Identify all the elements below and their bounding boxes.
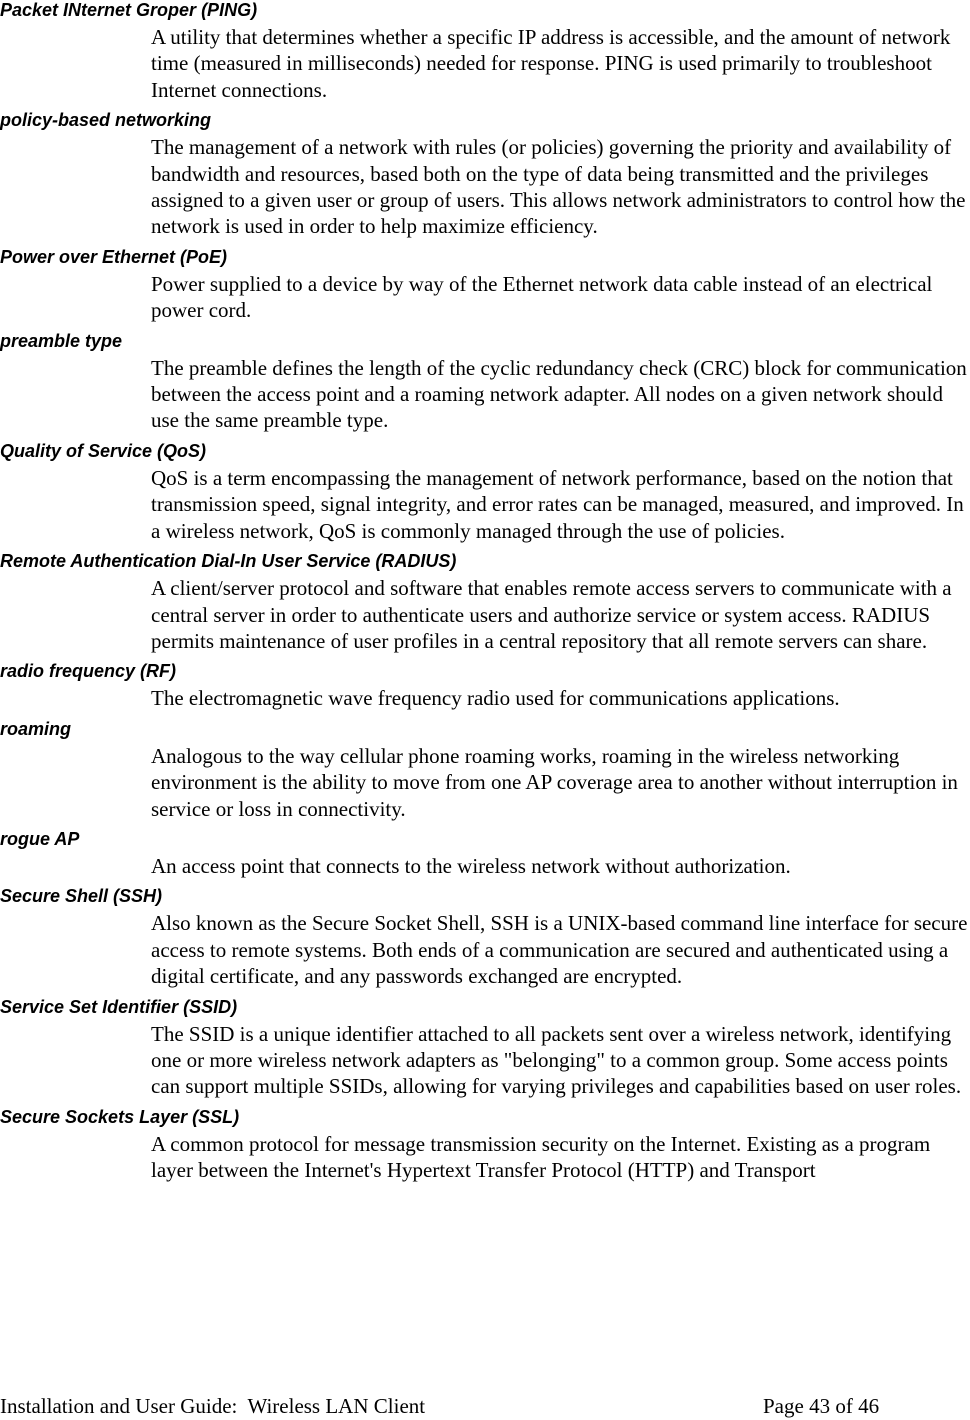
footer-guide-title: Installation and User Guide: Wireless LAN Client — [0, 1394, 426, 1418]
glossary-term: radio frequency (RF) — [0, 661, 177, 682]
glossary-definition: QoS is a term encompassing the management of network performance, based on the notion that transmission speed, signal integrity, and error rates can be managed, measured, and improved. In a wireless network, QoS is commonly managed through the use of policies. — [151, 465, 964, 543]
glossary-definition: A utility that determines whether a specific IP address is accessible, and the amount of network time (measured in milliseconds) needed for response. PING is used primarily to troubleshoot Internet connections. — [151, 25, 951, 102]
glossary-entry-ssh — [0, 886, 970, 996]
glossary-term: policy-based networking — [0, 110, 212, 131]
glossary-entry-preamble-type — [0, 331, 970, 441]
glossary-term: preamble type — [0, 330, 123, 351]
glossary-definition: The SSID is a unique identifier attached to all packets sent over a wireless network, identifying one or more wireless network adapters as "belonging" to a common group. Some access points can support multiple SSIDs, allowing for varying privileges and capabilities based on user roles. — [151, 1021, 962, 1099]
glossary-term: Secure Shell (SSH) — [0, 886, 163, 907]
glossary-term: Quality of Service (QoS) — [0, 440, 207, 461]
glossary-entry-qos — [0, 441, 970, 551]
glossary-term: Secure Sockets Layer (SSL) — [0, 1106, 240, 1127]
glossary-definition: The preamble defines the length of the cyclic redundancy check (CRC) block for communication between the access point and a roaming network adapter. All nodes on a given network should use the same preamble type. — [151, 355, 967, 433]
glossary-term: Power over Ethernet (PoE) — [0, 246, 228, 267]
page-footer — [0, 1392, 970, 1420]
glossary-definition: An access point that connects to the wireless network without authorization. — [151, 853, 791, 878]
glossary-entry-rf — [0, 661, 970, 718]
footer-page-number: Page 43 of 46 — [763, 1394, 880, 1418]
glossary-entry-poe — [0, 247, 970, 331]
glossary-definition: Analogous to the way cellular phone roaming works, roaming in the wireless networking environment is the ability to move from one AP coverage area to another without interruption in service or loss in connectivity. — [151, 743, 958, 821]
glossary-entry-ping — [0, 0, 970, 110]
glossary-term: roaming — [0, 718, 72, 739]
glossary-definition: Power supplied to a device by way of the Ethernet network data cable instead of an electrical power cord. — [151, 271, 933, 323]
glossary-term: rogue AP — [0, 828, 80, 849]
glossary-term: Service Set Identifier (SSID) — [0, 996, 238, 1017]
glossary-definition: The management of a network with rules (or policies) governing the priority and availability of bandwidth and resources, based both on the type of data being transmitted and the privileges assigned to a given user or group of users. This allows network administrators to control how the network is used in order to help maximize efficiency. — [151, 135, 966, 239]
glossary-entry-ssl — [0, 1107, 970, 1191]
glossary-term: Packet INternet Groper (PING) — [0, 0, 258, 20]
glossary-definition: The electromagnetic wave frequency radio used for communications applications. — [151, 686, 840, 711]
glossary-entry-roaming — [0, 719, 970, 829]
glossary-entry-radius — [0, 551, 970, 661]
glossary-definition: Also known as the Secure Socket Shell, SSH is a UNIX-based command line interface for secure access to remote systems. Both ends of a communication are secured and authenticated using a digital certificate, and any passwords exchanged are encrypted. — [151, 911, 968, 989]
glossary-entry-ssid — [0, 997, 970, 1107]
glossary-entry-policy-based-networking — [0, 110, 970, 247]
glossary-definition: A client/server protocol and software that enables remote access servers to communicate with a central server in order to authenticate users and authorize service or system access. RADIUS permits maintenance of user profiles in a central repository that all remote servers can share. — [151, 576, 952, 653]
glossary-term: Remote Authentication Dial-In User Service (RADIUS) — [0, 551, 457, 572]
glossary-entry-rogue-ap — [0, 829, 970, 886]
glossary-definition: A common protocol for message transmission security on the Internet. Existing as a program layer between the Internet's Hypertext Transfer Protocol (HTTP) and Transport — [151, 1131, 931, 1183]
